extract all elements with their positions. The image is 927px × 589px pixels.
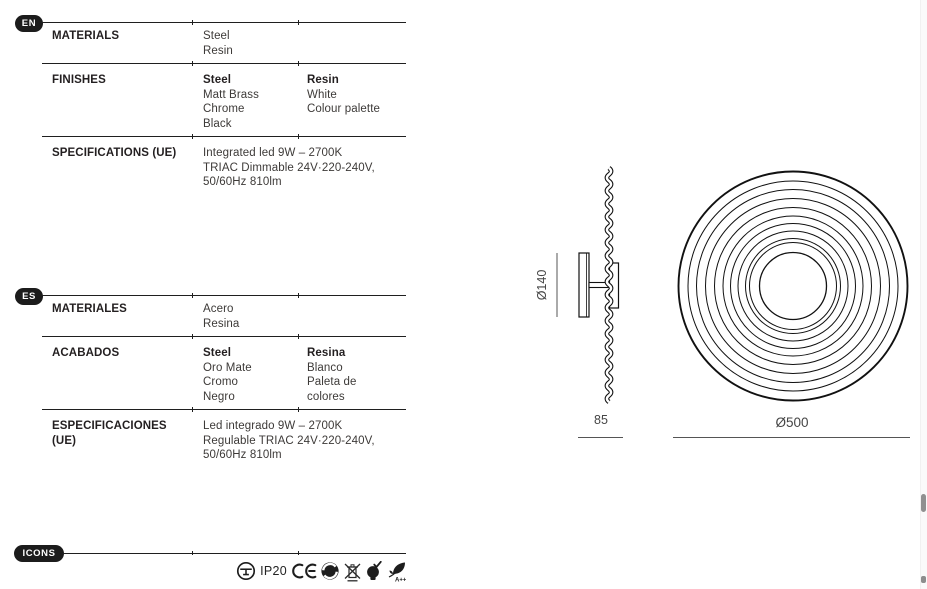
specifications-values (203, 146, 375, 190)
front-view-drawing (670, 163, 920, 452)
table-tick (298, 61, 299, 66)
column-header: Resina (307, 347, 346, 359)
disc-ring (697, 190, 890, 383)
disc-ring (706, 199, 881, 374)
specifications-label (52, 419, 167, 448)
materials-label: MATERIALES (52, 303, 127, 315)
table-tick (192, 334, 193, 339)
disc-ring (750, 243, 837, 330)
divider (42, 63, 406, 64)
finishes-steel-column (203, 346, 252, 404)
ce-mark-icon (291, 563, 317, 579)
scrollbar-fragment (921, 576, 926, 583)
materials-label: MATERIALS (52, 30, 120, 42)
divider (42, 336, 406, 337)
finish-value: Chrome (203, 103, 245, 115)
front-view-diameter-label: Ø500 (775, 415, 809, 430)
icons-badge: ICONS (14, 545, 64, 562)
table-tick (192, 61, 193, 66)
table-tick (192, 20, 193, 25)
finish-value: White (307, 88, 337, 101)
specifications-label-line: (UE) (52, 434, 77, 447)
green-dot-recycle-icon (321, 562, 339, 580)
disc-ring (688, 181, 898, 391)
spec-line: Integrated led 9W – 2700K (203, 147, 343, 159)
materials-value: Resina (203, 317, 240, 330)
finishes-label: FINISHES (52, 74, 106, 86)
materials-values (203, 302, 239, 331)
spec-line: Regulable TRIAC 24V·220-240V, (203, 434, 375, 447)
table-tick (192, 134, 193, 139)
table-tick (192, 293, 193, 298)
divider (41, 295, 406, 296)
led-bulb-icon (366, 561, 382, 581)
finishes-resin-column (307, 73, 380, 117)
finishes-steel-column (203, 73, 259, 131)
materials-values (203, 29, 233, 58)
ip-rating-label: IP20 (260, 564, 287, 578)
energy-class-label: A++ (395, 577, 406, 582)
finish-value: Blanco (307, 361, 343, 374)
finish-value: Negro (203, 390, 235, 403)
specifications-label-line: ESPECIFICACIONES (52, 420, 167, 432)
divider (41, 22, 406, 23)
table-tick (298, 334, 299, 339)
table-tick (298, 551, 299, 556)
language-badge-es: ES (15, 288, 43, 305)
spec-line: 50/60Hz 810lm (203, 449, 282, 461)
language-badge-en: EN (15, 15, 43, 32)
table-tick (298, 134, 299, 139)
weee-crossed-bin-icon (343, 561, 362, 582)
finish-value: Colour palette (307, 103, 380, 115)
finish-value: Cromo (203, 376, 239, 388)
column-header: Resin (307, 74, 339, 86)
finishes-resin-column (307, 346, 357, 404)
finishes-label: ACABADOS (52, 347, 120, 359)
column-header: Steel (203, 74, 231, 86)
specifications-label: SPECIFICATIONS (UE) (52, 147, 177, 159)
side-view-drawing (528, 158, 644, 450)
divider (62, 553, 406, 554)
table-tick (298, 407, 299, 412)
spec-line: TRIAC Dimmable 24V·220-240V, (203, 161, 375, 174)
disc-ring (723, 216, 863, 356)
wall-mount-plate (579, 253, 589, 317)
materials-value: Steel (203, 30, 230, 42)
certification-icons-row (238, 558, 406, 584)
finish-value: Paleta de (307, 376, 357, 388)
finish-value: colores (307, 390, 345, 403)
specifications-values (203, 419, 375, 463)
spec-line: 50/60Hz 810lm (203, 176, 282, 188)
side-view-depth-label: 85 (594, 413, 608, 427)
column-header: Steel (203, 347, 231, 359)
scrollbar-thumb[interactable] (921, 494, 926, 512)
side-view-diameter-label: Ø140 (535, 269, 549, 301)
table-tick (192, 551, 193, 556)
finish-value: Oro Mate (203, 361, 252, 374)
divider (42, 136, 406, 137)
divider (42, 409, 406, 410)
table-tick (298, 293, 299, 298)
materials-value: Resin (203, 44, 233, 57)
materials-value: Acero (203, 303, 234, 315)
table-tick (298, 20, 299, 25)
disc-inner-ring (760, 253, 827, 320)
disc-outer-ring (679, 172, 908, 401)
finish-value: Black (203, 117, 232, 130)
table-tick (192, 407, 193, 412)
spec-line: Led integrado 9W – 2700K (203, 420, 343, 432)
energy-leaf-icon (386, 561, 406, 582)
disc-ring (738, 231, 848, 341)
finish-value: Matt Brass (203, 88, 259, 101)
protection-class-icon (236, 561, 256, 581)
